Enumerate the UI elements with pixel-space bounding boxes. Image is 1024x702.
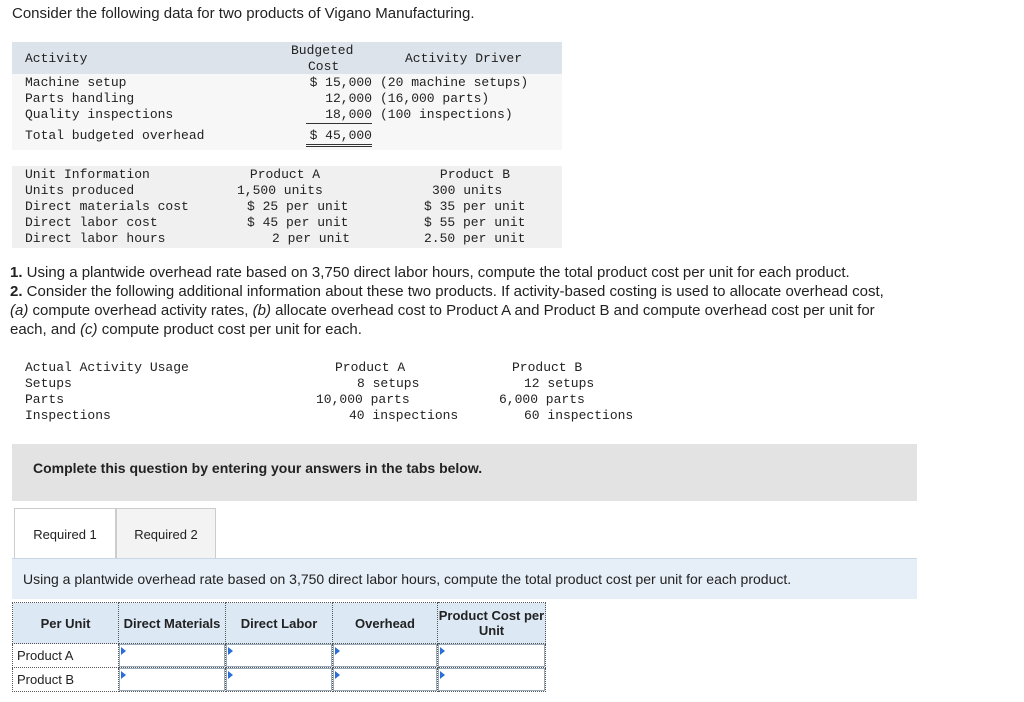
table-row <box>13 644 546 668</box>
header-activity-driver: Activity Driver <box>405 51 523 66</box>
usage-parts-label: Parts <box>25 392 65 407</box>
question-text: 1. Using a plantwide overhead rate based on 3,750 direct labor hours, compute the total product cost per unit for each product. 2. Consider the following additional information about these two products. If activity-based costing is used to allocate overhead cost, (a) compute overhead activity rates, (b) allocate overhead cost to Product A and Product B and compute overhead cost per unit for each, and (c) compute product cost per unit for each. <box>10 264 884 338</box>
header-cost: Cost <box>308 59 340 74</box>
driver-parts-handling: (16,000 parts) <box>380 91 490 106</box>
direct-labor-hours-b: 2.50 per unit <box>424 231 526 246</box>
direct-materials-label: Direct materials cost <box>25 199 189 214</box>
tab-required-1[interactable] <box>14 508 116 559</box>
actual-usage-header: Actual Activity Usage <box>25 360 189 375</box>
unit-info-product-b-header: Product B <box>439 167 511 182</box>
input-b-direct-materials-field[interactable] <box>120 669 224 690</box>
col-product-cost-per-unit: Product Cost per Unit <box>438 603 546 644</box>
input-b-product-cost[interactable] <box>438 668 546 692</box>
activity-parts-handling: Parts handling <box>25 91 135 106</box>
input-b-direct-labor-field[interactable] <box>227 669 331 690</box>
col-per-unit: Per Unit <box>13 603 119 644</box>
answer-table <box>12 602 546 692</box>
tab-required-1-label: Required 1 <box>33 526 97 542</box>
direct-labor-cost-label: Direct labor cost <box>25 215 158 230</box>
activity-quality-inspections: Quality inspections <box>25 107 174 122</box>
usage-inspections-a: 40 inspections <box>349 408 459 423</box>
input-a-direct-labor[interactable] <box>226 644 333 668</box>
direct-materials-a: $ 25 per unit <box>247 199 349 214</box>
input-a-direct-materials-field[interactable] <box>120 645 224 666</box>
actual-usage-product-a-header: Product A <box>335 360 406 375</box>
direct-labor-cost-b: $ 55 per unit <box>424 215 526 230</box>
col-direct-labor: Direct Labor <box>226 603 333 644</box>
units-produced-b: 300 units <box>432 183 503 198</box>
input-a-product-cost[interactable] <box>438 644 546 668</box>
direct-labor-hours-label: Direct labor hours <box>25 231 166 246</box>
tab-required-2-label: Required 2 <box>134 526 198 542</box>
input-a-overhead-field[interactable] <box>334 645 436 666</box>
actual-usage-product-b-header: Product B <box>512 360 583 375</box>
row-label-product-a: Product A <box>13 644 119 668</box>
header-activity: Activity <box>25 51 88 66</box>
direct-materials-b: $ 35 per unit <box>424 199 526 214</box>
row-label-product-b: Product B <box>13 668 119 692</box>
activity-machine-setup: Machine setup <box>25 75 127 90</box>
usage-parts-b: 6,000 parts <box>499 392 585 407</box>
driver-quality-inspections: (100 inspections) <box>380 107 513 122</box>
direct-labor-cost-a: $ 45 per unit <box>247 215 349 230</box>
usage-inspections-label: Inspections <box>25 408 111 423</box>
units-produced-label: Units produced <box>25 183 135 198</box>
usage-inspections-b: 60 inspections <box>524 408 634 423</box>
input-a-direct-labor-field[interactable] <box>227 645 331 666</box>
input-b-overhead[interactable] <box>333 668 438 692</box>
input-a-overhead[interactable] <box>333 644 438 668</box>
input-b-product-cost-field[interactable] <box>439 669 544 690</box>
tab-required-2[interactable] <box>116 508 216 559</box>
col-overhead: Overhead <box>333 603 438 644</box>
usage-parts-a: 10,000 parts <box>316 392 410 407</box>
cost-quality-inspections: 18,000 <box>306 107 372 124</box>
usage-setups-a: 8 setups <box>357 376 420 391</box>
input-a-direct-materials[interactable] <box>119 644 226 668</box>
units-produced-a: 1,500 units <box>237 183 323 198</box>
required-instruction-text: Using a plantwide overhead rate based on 3,750 direct labor hours, compute the total product cost per unit for each product. <box>23 571 792 587</box>
input-b-overhead-field[interactable] <box>334 669 436 690</box>
instructions-banner-text: Complete this question by entering your answers in the tabs below. <box>33 460 483 476</box>
cost-machine-setup: $ 15,000 <box>309 75 372 90</box>
input-b-direct-materials[interactable] <box>119 668 226 692</box>
total-overhead-label: Total budgeted overhead <box>25 128 205 143</box>
input-b-direct-labor[interactable] <box>226 668 333 692</box>
unit-info-header: Unit Information <box>25 167 150 182</box>
usage-setups-b: 12 setups <box>524 376 595 391</box>
col-direct-materials: Direct Materials <box>119 603 226 644</box>
unit-info-product-a-header: Product A <box>249 167 321 182</box>
driver-machine-setup: (20 machine setups) <box>380 75 529 90</box>
direct-labor-hours-a: 2 per unit <box>272 231 351 246</box>
cost-parts-handling: 12,000 <box>325 91 372 106</box>
usage-setups-label: Setups <box>25 376 72 391</box>
table-row <box>13 668 546 692</box>
input-a-product-cost-field[interactable] <box>439 645 544 666</box>
total-overhead-cost: $ 45,000 <box>306 128 372 147</box>
intro-text: Consider the following data for two products of Vigano Manufacturing. <box>12 5 475 22</box>
header-budgeted: Budgeted <box>291 43 354 58</box>
